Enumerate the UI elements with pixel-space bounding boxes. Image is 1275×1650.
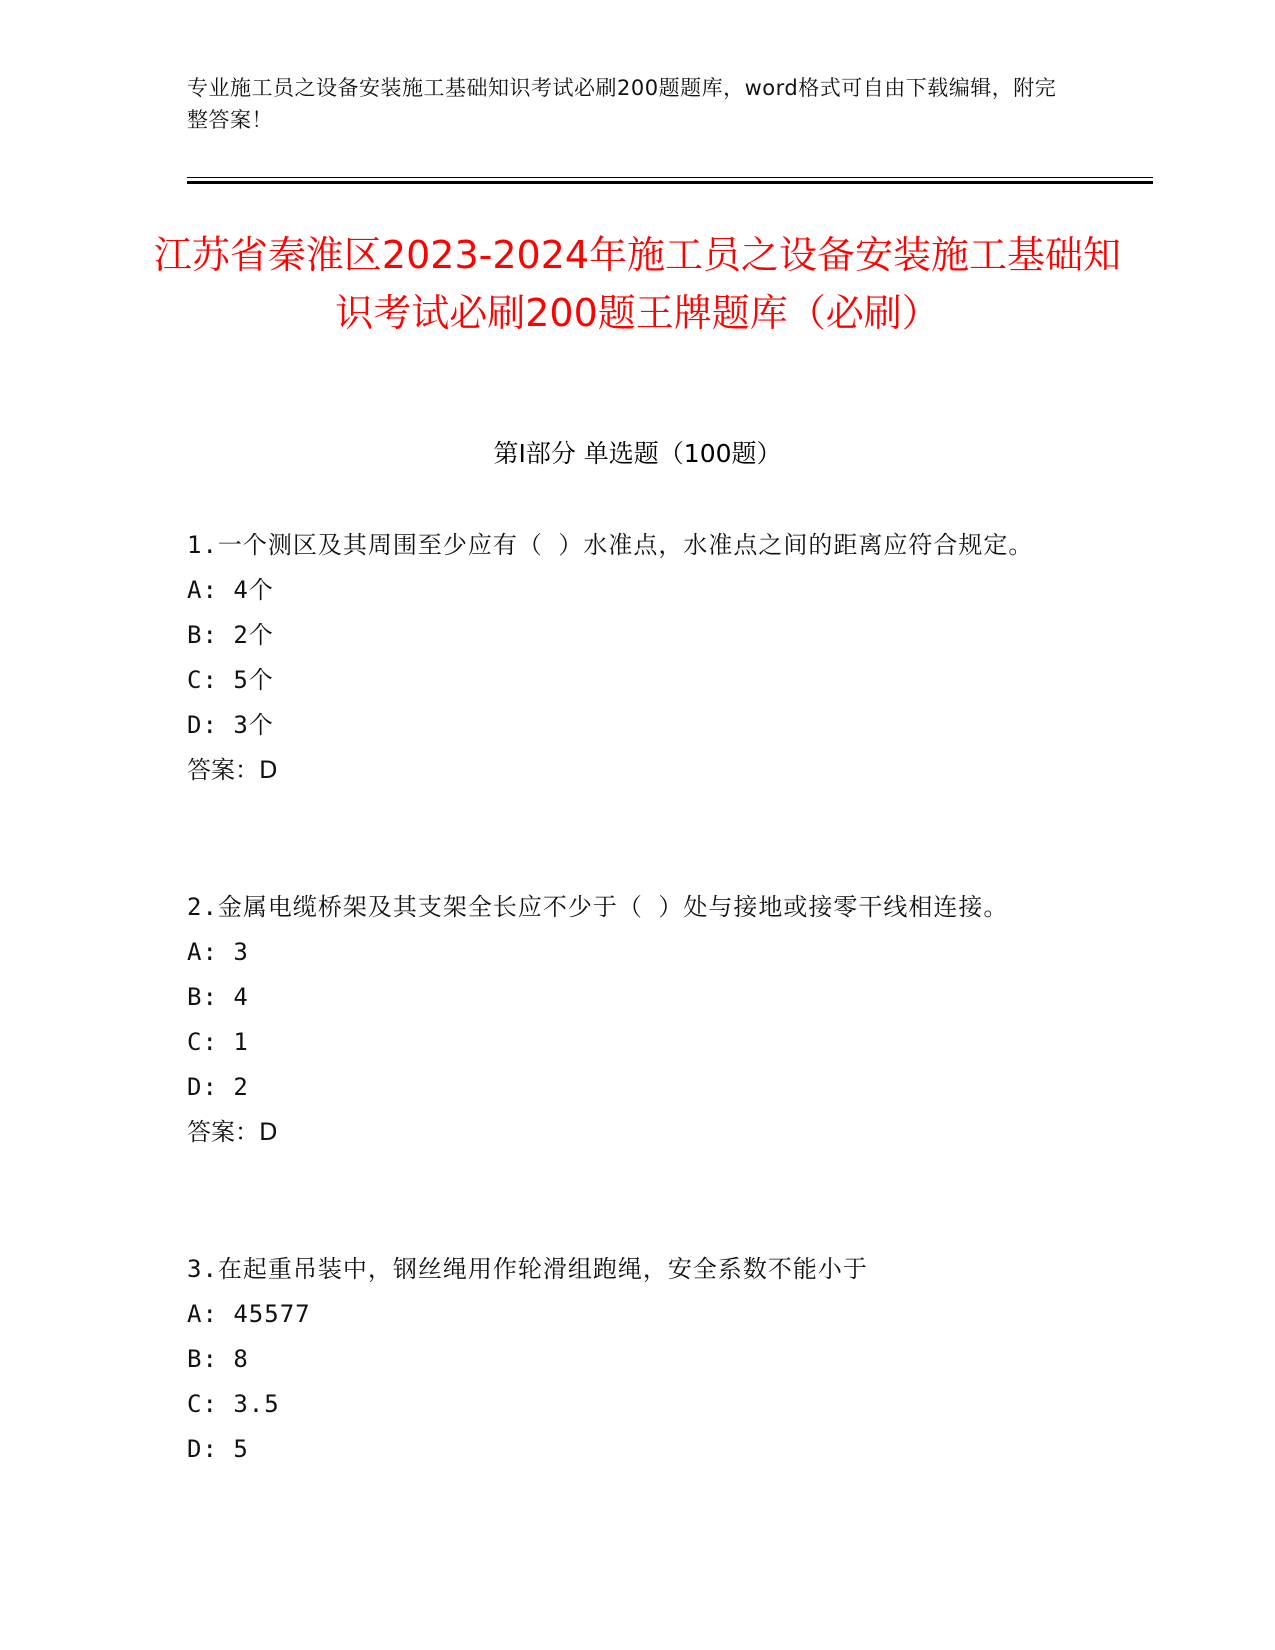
- option-b: B: 2个: [187, 621, 274, 649]
- header-rule-thick: [187, 181, 1153, 184]
- header-note: 专业施工员之设备安装施工基础知识考试必刷200题题库，word格式可自由下载编辑，附完整答案！: [187, 76, 1057, 132]
- option-d: D: 2: [187, 1073, 249, 1101]
- option-b: B: 8: [187, 1345, 249, 1373]
- option-c: C: 1: [187, 1028, 249, 1056]
- question-3: [187, 1247, 1087, 1472]
- option-c: C: 3.5: [187, 1390, 280, 1418]
- option-c: C: 5个: [187, 666, 274, 694]
- answer: 答案：D: [187, 1118, 278, 1146]
- document-title: 江苏省秦淮区2023-2024年施工员之设备安装施工基础知识考试必刷200题王牌题库（必刷）: [153, 233, 1122, 335]
- question-2: [187, 885, 1087, 1155]
- question-1: [187, 523, 1087, 793]
- option-a: A: 3: [187, 938, 249, 966]
- question-stem: 3.在起重吊装中，钢丝绳用作轮滑组跑绳，安全系数不能小于: [187, 1255, 868, 1283]
- option-d: D: 3个: [187, 711, 274, 739]
- answer: 答案：D: [187, 756, 278, 784]
- option-a: A: 4个: [187, 576, 274, 604]
- header-rule-thin: [187, 177, 1153, 178]
- question-stem: 2.金属电缆桥架及其支架全长应不少于（ ）处与接地或接零干线相连接。: [187, 893, 1009, 921]
- option-b: B: 4: [187, 983, 249, 1011]
- question-stem: 1.一个测区及其周围至少应有（ ）水准点，水准点之间的距离应符合规定。: [187, 531, 1034, 559]
- section-heading: 第I部分 单选题（100题）: [493, 439, 782, 468]
- option-a: A: 45577: [187, 1300, 311, 1328]
- option-d: D: 5: [187, 1435, 249, 1463]
